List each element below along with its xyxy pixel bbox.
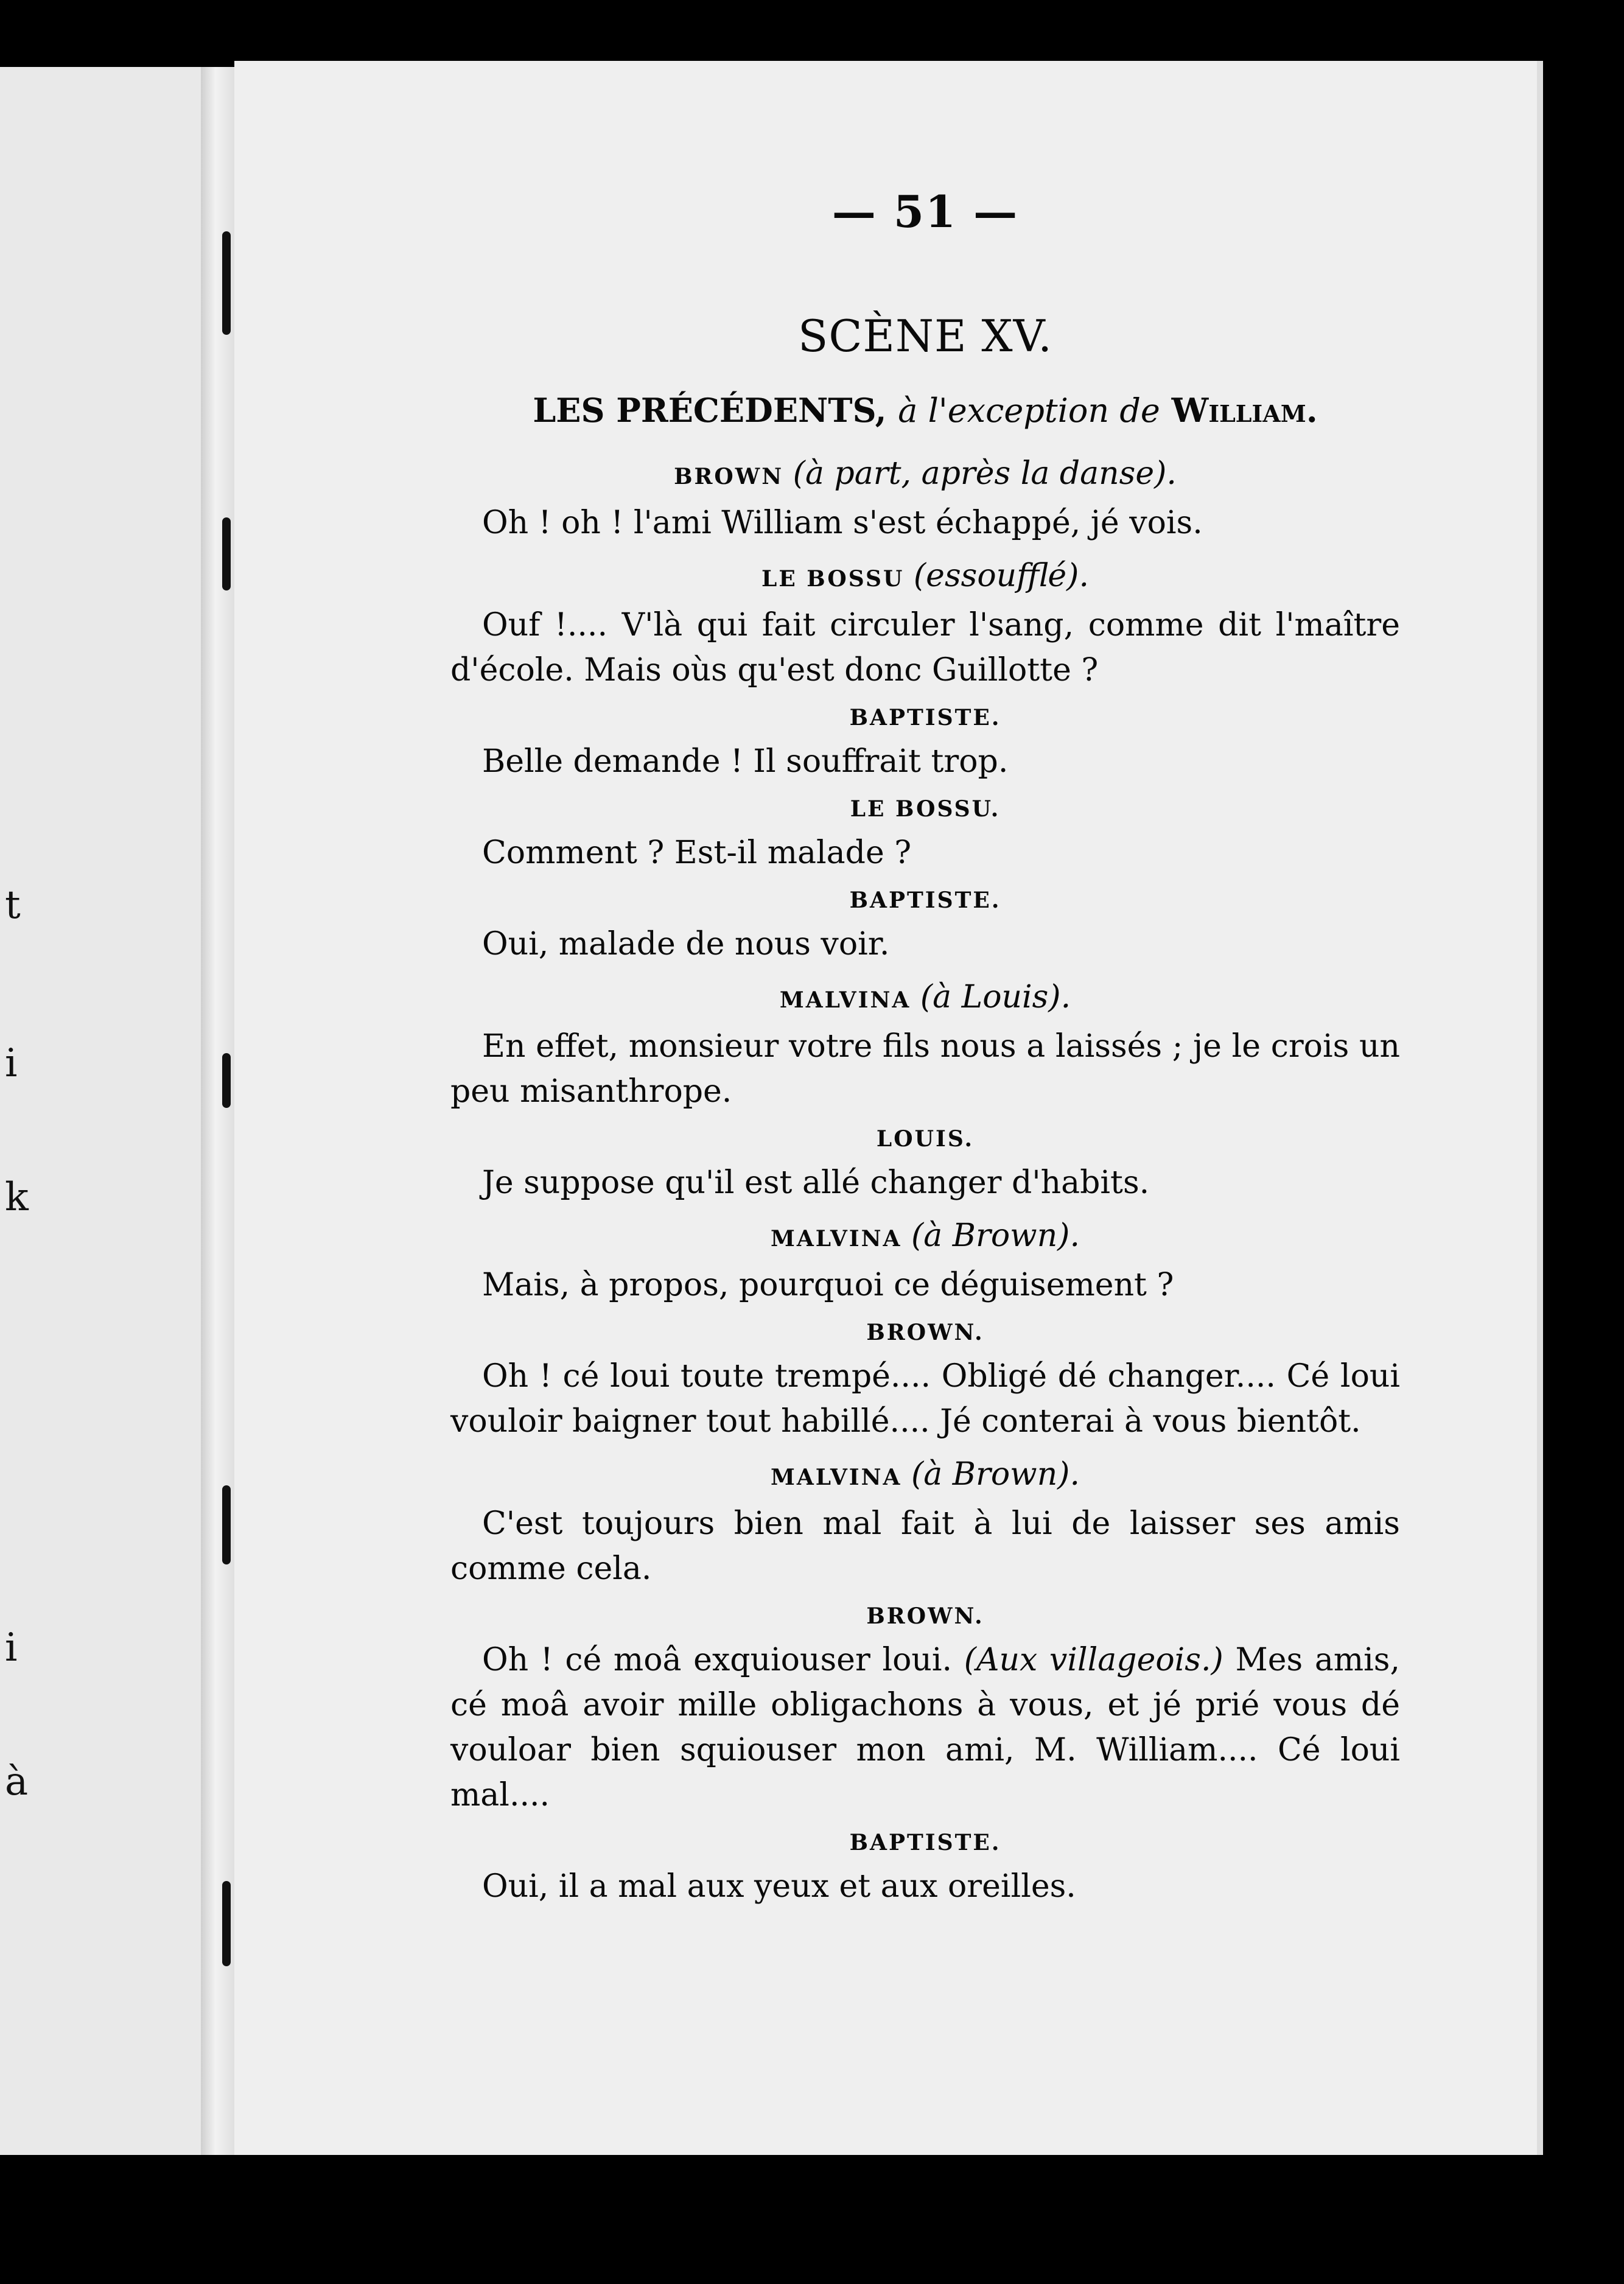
stage-direction: (à part, après la danse). [793, 455, 1177, 492]
speech-line: Oui, il a mal aux yeux et aux oreilles. [482, 1868, 1076, 1905]
scene-note: à l'exception de [898, 391, 1160, 430]
speaker-heading: MALVINA (à Brown). [771, 1456, 1080, 1493]
speaker-heading: BROWN (à part, après la danse). [674, 455, 1177, 492]
speaker-heading: LE BOSSU (essoufflé). [761, 558, 1089, 594]
page-number: — 51 — [831, 186, 1019, 237]
binding-stitch [222, 231, 231, 335]
stage-direction: (à Brown). [911, 1217, 1080, 1254]
scene-title: SCÈNE XV. [798, 310, 1052, 362]
book-gutter [201, 67, 237, 2155]
stage-direction: (à Louis). [920, 979, 1071, 1015]
edge-glyph: i [5, 1041, 18, 1086]
binding-stitch [222, 1881, 231, 1966]
speech-line: Mais, à propos, pourquoi ce déguisement ? [482, 1267, 1174, 1303]
scene-direction [450, 391, 1400, 430]
scene-excepted-name: William. [1171, 391, 1318, 430]
speech-line: Je suppose qu'il est allé changer d'habits. [482, 1165, 1150, 1201]
speaker-heading: BROWN. [866, 1603, 984, 1629]
stage-direction: (à Brown). [911, 1456, 1080, 1493]
speaker-heading: BAPTISTE. [849, 1830, 1001, 1855]
binding-stitch [222, 1485, 231, 1564]
scene-characters: LES PRÉCÉDENTS, [533, 391, 887, 430]
speech-line: Oh ! cé loui toute trempé.... Obligé dé changer.... Cé loui vouloir baigner tout habillé.... Jé conterai à vous bientôt. [450, 1358, 1400, 1440]
speech-line: Comment ? Est-il malade ? [482, 835, 912, 871]
speaker-heading: MALVINA (à Brown). [771, 1217, 1080, 1254]
speech-line: Oui, malade de nous voir. [482, 926, 890, 962]
speaker-heading: BAPTISTE. [849, 888, 1001, 913]
speech-line: Oh ! oh ! l'ami William s'est échappé, jé vois. [482, 505, 1203, 541]
binding-stitch [222, 1053, 231, 1108]
stage-direction: (Aux villageois.) [964, 1642, 1223, 1678]
binding-stitch [222, 517, 231, 590]
speaker-heading: BAPTISTE. [849, 705, 1001, 730]
speech-line: Belle demande ! Il souffrait trop. [482, 743, 1009, 780]
page-text [450, 186, 1400, 1913]
edge-glyph: i [5, 1625, 18, 1670]
speaker-heading: LE BOSSU. [850, 796, 1001, 822]
speaker-heading: LOUIS. [876, 1126, 975, 1152]
stage-direction: (essoufflé). [913, 558, 1089, 594]
edge-glyph: à [5, 1759, 29, 1804]
speech-line: Oh ! cé moâ exquiouser loui. (Aux villageois.) Mes amis, cé moâ avoir mille obligachons à vous, et jé prié vous dé vouloar bien squiouser mon ami, M. William.... Cé loui mal.... [450, 1642, 1401, 1813]
edge-glyph: t [5, 883, 21, 928]
edge-glyph: k [5, 1175, 29, 1220]
book-page [234, 61, 1543, 2155]
previous-page-fragment [0, 67, 225, 2155]
speech-line: En effet, monsieur votre fils nous a laissés ; je le crois un peu misanthrope. [450, 1028, 1400, 1110]
speech-line: Ouf !.... V'là qui fait circuler l'sang, comme dit l'maître d'école. Mais oùs qu'est donc Guillotte ? [450, 607, 1400, 688]
speaker-heading: MALVINA (à Louis). [779, 979, 1071, 1015]
speaker-heading: BROWN. [866, 1320, 984, 1345]
speech-line: C'est toujours bien mal fait à lui de laisser ses amis comme cela. [450, 1505, 1400, 1587]
